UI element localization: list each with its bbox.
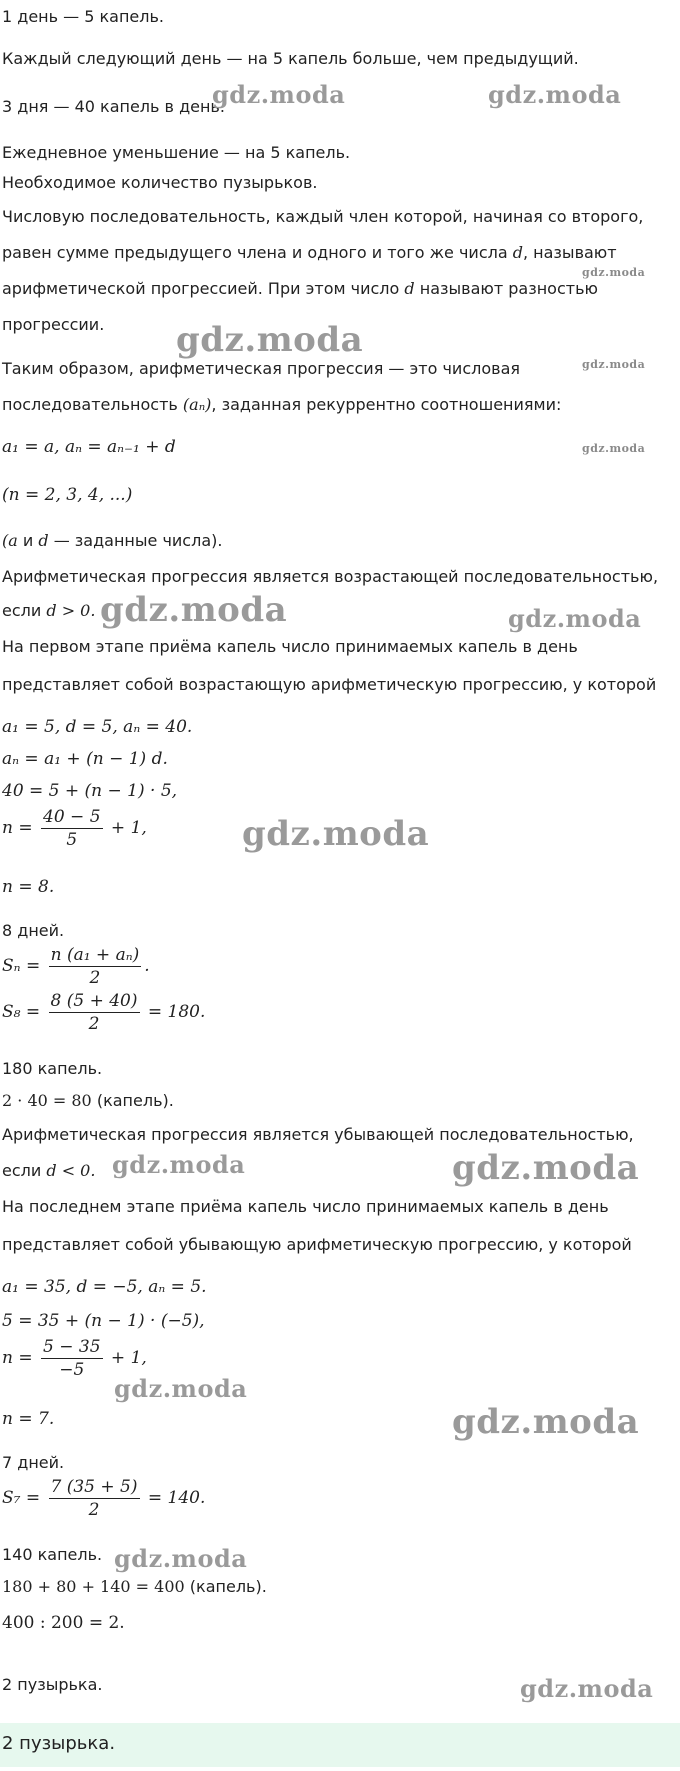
watermark: gdz.moda: [452, 1148, 640, 1188]
text-line: последовательность (aₙ), заданная рекуррентно соотношениями:: [2, 395, 562, 414]
watermark: gdz.moda: [114, 1374, 248, 1403]
equation: Sₙ = $\frac{\text{n (a₁ + aₙ)}}{2}$ .: [2, 945, 150, 988]
text-line: 1 день — 5 капель.: [2, 7, 165, 26]
text-line: Таким образом, арифметическая прогрессия — это числовая: [2, 359, 520, 378]
watermark: gdz.moda: [520, 1674, 654, 1703]
text-line: 3 дня — 40 капель в день.: [2, 97, 225, 116]
watermark: gdz.moda: [242, 814, 430, 854]
equation: n = $\frac{40 - 5}{5}$ + 1,: [2, 807, 147, 850]
watermark: gdz.moda: [114, 1544, 248, 1573]
watermark: gdz.moda: [582, 358, 646, 371]
equation: n = $\frac{5 - 35}{-5}$ + 1,: [2, 1337, 147, 1380]
text-line: 140 капель.: [2, 1545, 103, 1564]
equation: 400 : 200 = 2.: [2, 1613, 125, 1633]
equation: 5 = 35 + (n − 1) · (−5),: [2, 1311, 205, 1331]
text-line: 180 капель.: [2, 1059, 103, 1078]
answer-text: 2 пузырька.: [2, 1733, 116, 1754]
text-line: представляет собой убывающую арифметическую прогрессию, у которой: [2, 1235, 632, 1254]
equation: a₁ = a, aₙ = aₙ₋₁ + d: [2, 437, 176, 457]
text-line: 2 · 40 = 80 (капель).: [2, 1091, 174, 1110]
text-line: Каждый следующий день — на 5 капель больше, чем предыдущий.: [2, 49, 579, 68]
text-line: Числовую последовательность, каждый член которой, начиная со второго,: [2, 207, 644, 226]
text-line: представляет собой возрастающую арифметическую прогрессию, у которой: [2, 675, 657, 694]
text-line: арифметической прогрессией. При этом число d называют разностью: [2, 279, 598, 298]
equation: S₇ = $\frac{7 (35 + 5)}{2}$ = 140.: [2, 1477, 206, 1520]
watermark: gdz.moda: [582, 266, 646, 279]
text-line: (a и d — заданные числа).: [2, 531, 223, 550]
equation: a₁ = 5, d = 5, aₙ = 40.: [2, 717, 193, 737]
watermark: gdz.moda: [508, 604, 642, 633]
equation: (n = 2, 3, 4, ...): [2, 485, 133, 505]
text-line: прогрессии.: [2, 315, 105, 334]
watermark: gdz.moda: [176, 320, 364, 360]
equation: 40 = 5 + (n − 1) · 5,: [2, 781, 178, 801]
text-line: Арифметическая прогрессия является убывающей последовательностью,: [2, 1125, 634, 1144]
text-line: Ежедневное уменьшение — на 5 капель.: [2, 143, 351, 162]
text-line: На первом этапе приёма капель число принимаемых капель в день: [2, 637, 578, 656]
text-line: если d < 0.: [2, 1161, 96, 1180]
equation: n = 8.: [2, 877, 55, 897]
text-line: 7 дней.: [2, 1453, 65, 1472]
equation: a₁ = 35, d = −5, aₙ = 5.: [2, 1277, 207, 1297]
equation: S₈ = $\frac{8 (5 + 40)}{2}$ = 180.: [2, 991, 206, 1034]
text-line: 2 пузырька.: [2, 1675, 103, 1694]
equation: n = 7.: [2, 1409, 55, 1429]
watermark: gdz.moda: [100, 590, 288, 630]
watermark: gdz.moda: [582, 442, 646, 455]
text-line: 8 дней.: [2, 921, 65, 940]
watermark: gdz.moda: [452, 1402, 640, 1442]
equation: aₙ = a₁ + (n − 1) d.: [2, 749, 168, 769]
text-line: Арифметическая прогрессия является возрастающей последовательностью,: [2, 567, 659, 586]
text-line: Необходимое количество пузырьков.: [2, 173, 318, 192]
answer-highlight: [0, 1723, 680, 1767]
watermark: gdz.moda: [488, 80, 622, 109]
text-line: На последнем этапе приёма капель число принимаемых капель в день: [2, 1197, 609, 1216]
watermark: gdz.moda: [112, 1150, 246, 1179]
text-line: если d > 0.: [2, 601, 96, 620]
watermark: gdz.moda: [212, 80, 346, 109]
text-line: равен сумме предыдущего члена и одного и того же числа d, называют: [2, 243, 617, 262]
text-line: 180 + 80 + 140 = 400 (капель).: [2, 1577, 267, 1596]
